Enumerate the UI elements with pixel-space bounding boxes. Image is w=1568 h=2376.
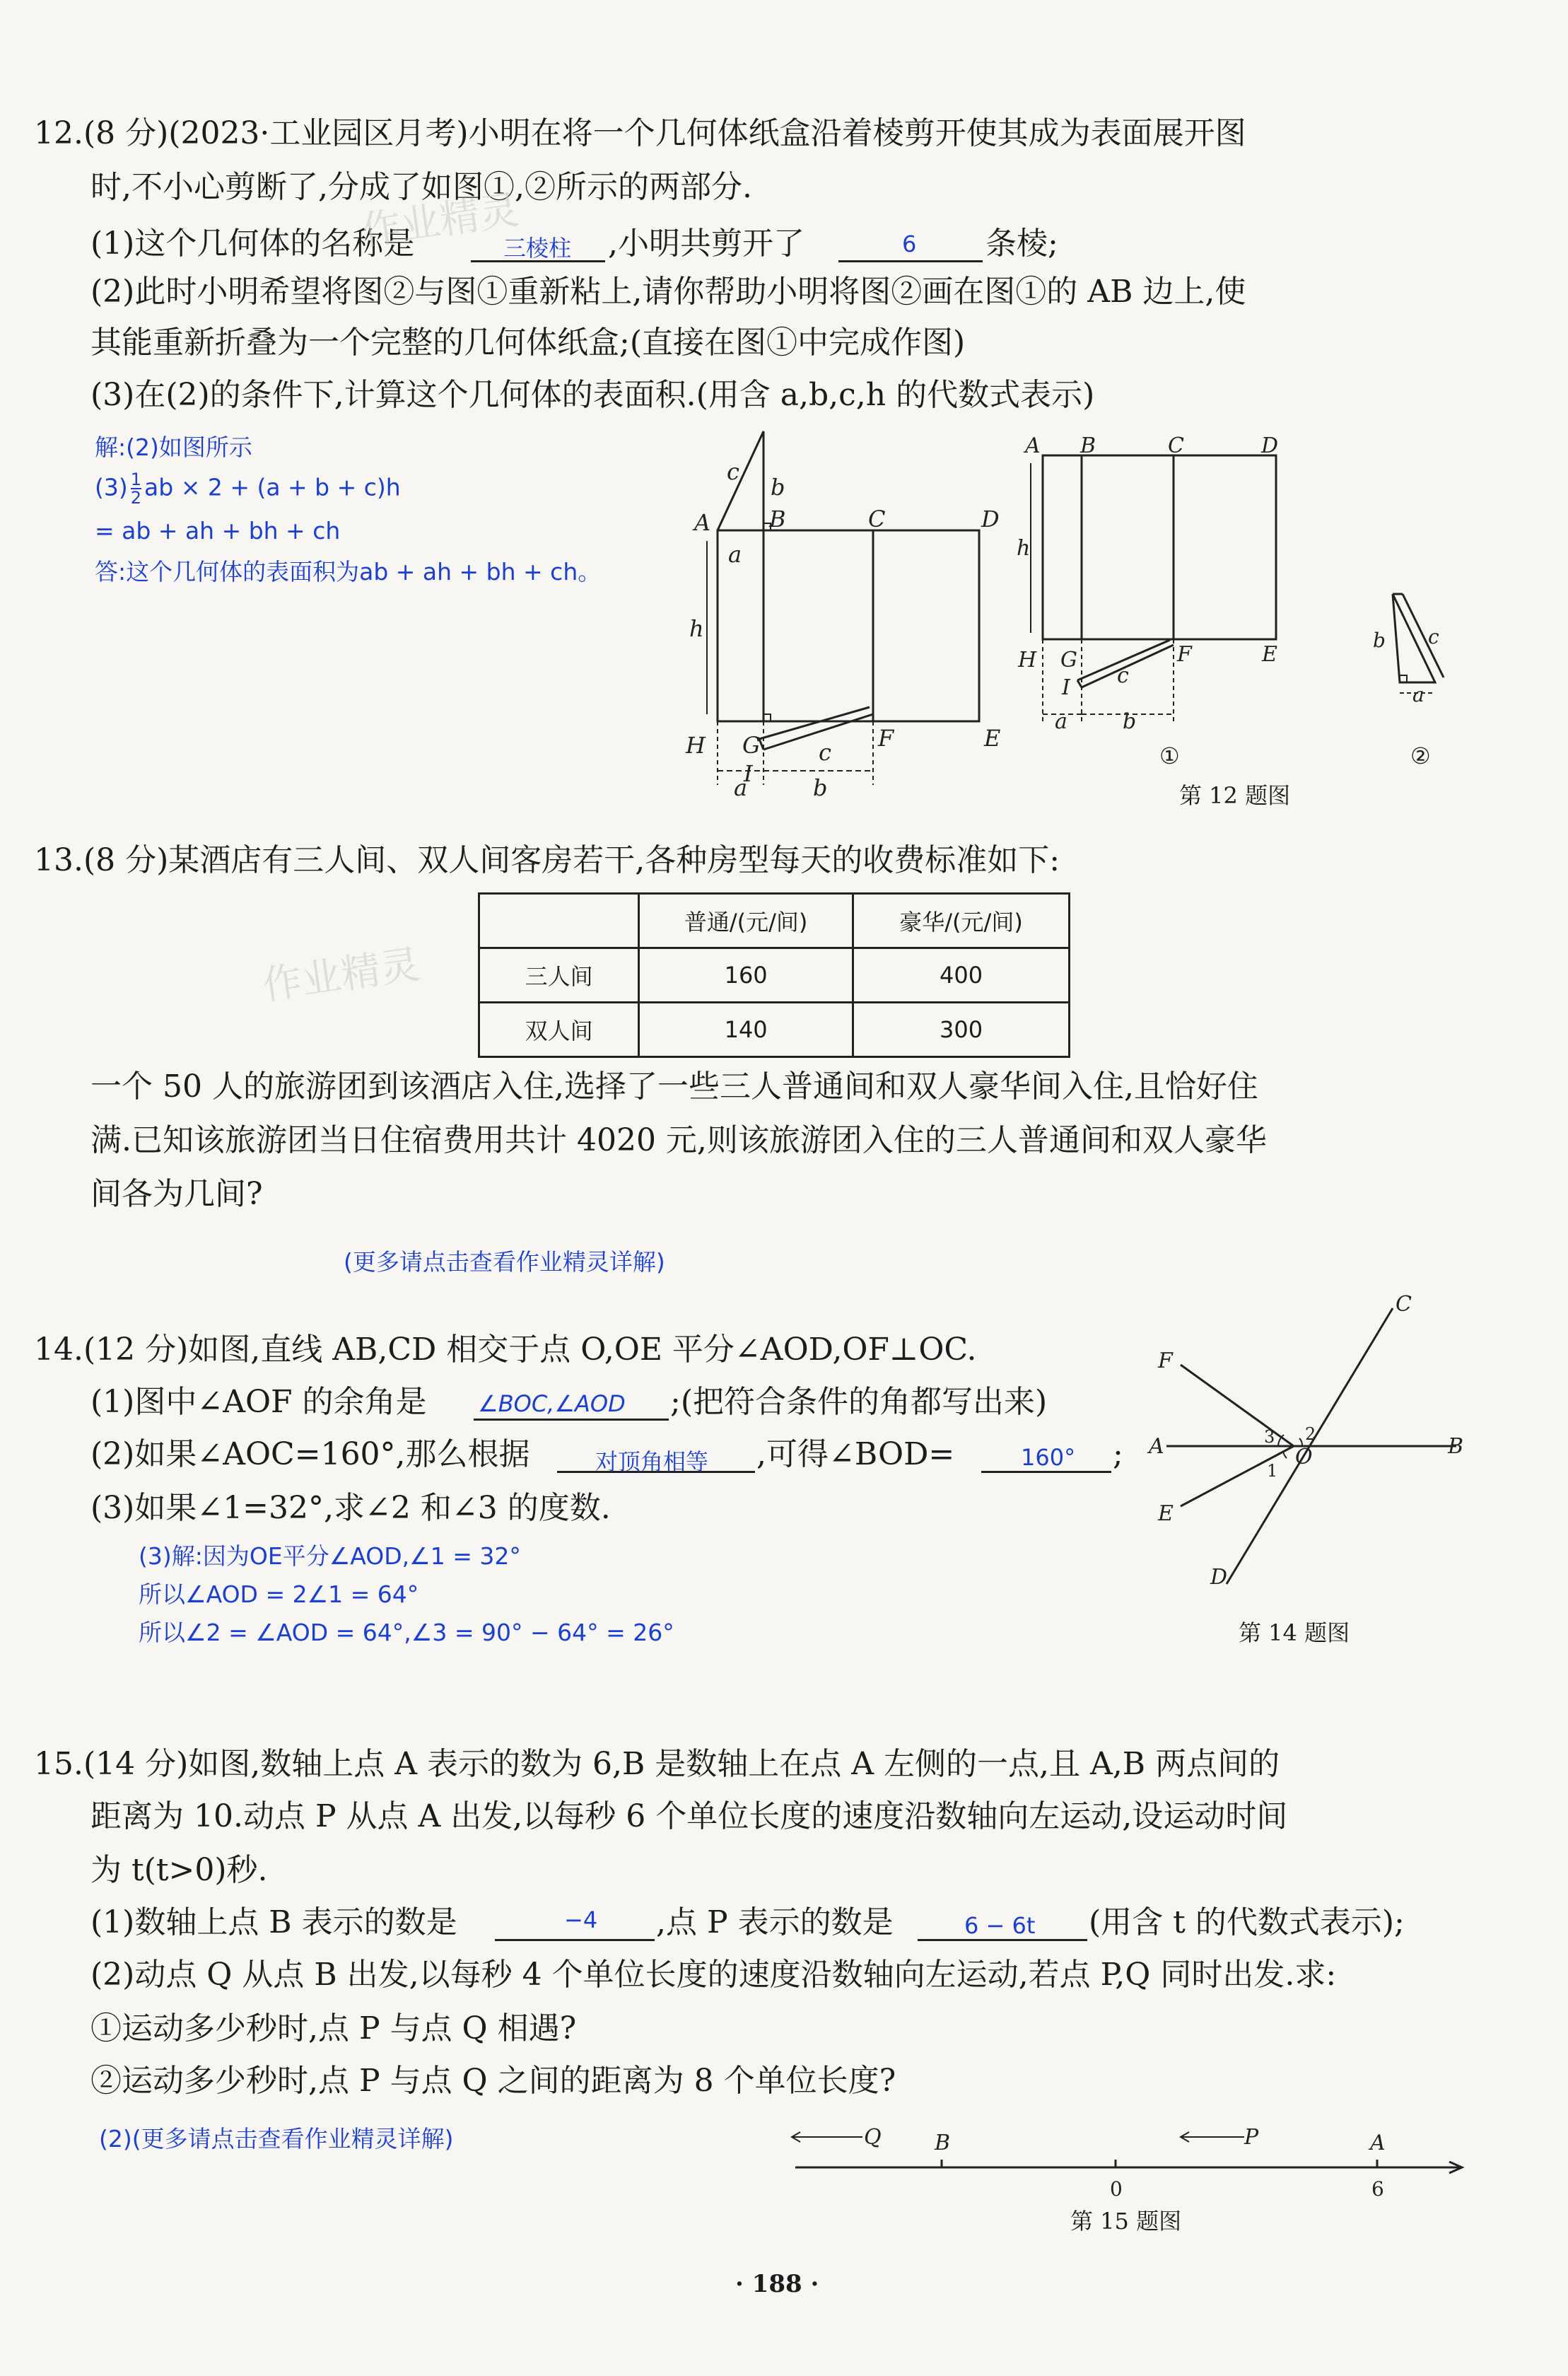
- fig1-label-D: D: [1261, 433, 1279, 458]
- fig1-label-C: C: [1168, 433, 1184, 458]
- table-cell: 三人间: [479, 948, 639, 1003]
- fig1-label-E: E: [1262, 642, 1277, 667]
- fig1-label-I: I: [1062, 675, 1070, 700]
- q14-solution-3: 所以∠2 = ∠AOD = 64°,∠3 = 90° − 64° = 26°: [139, 1619, 674, 1646]
- fig14-label-A: A: [1149, 1434, 1164, 1459]
- fig2-label-a: a: [1412, 683, 1424, 706]
- q12-net-figure-large: [686, 431, 1046, 801]
- label-c-side: c: [727, 458, 739, 485]
- q15-answer-2: 6 − 6t: [964, 1912, 1036, 1939]
- q13-line1: 13.(8 分)某酒店有三人间、双人间客房若干,各种房型每天的收费标准如下:: [34, 842, 1060, 878]
- fig15-tick-0: 0: [1110, 2177, 1123, 2201]
- q14-part2-a: (2)如果∠AOC=160°,那么根据: [90, 1436, 530, 1472]
- q14-solution-1: (3)解:因为OE平分∠AOD,∠1 = 32°: [139, 1542, 521, 1570]
- fig1-label-G: G: [1060, 648, 1077, 672]
- q14-answer-3: 160°: [1021, 1444, 1076, 1471]
- q15-more-link[interactable]: (2)(更多请点击查看作业精灵详解): [99, 2125, 454, 2153]
- fig14-label-O: O: [1295, 1445, 1313, 1469]
- fig1-label-B: B: [1080, 433, 1096, 458]
- q14-part3: (3)如果∠1=32°,求∠2 和∠3 的度数.: [90, 1490, 611, 1526]
- q12-part3: (3)在(2)的条件下,计算这个几何体的表面积.(用含 a,b,c,h 的代数式表示): [90, 377, 1095, 413]
- q15-blank-2: [918, 1939, 1087, 1941]
- table-header-cell: 豪华/(元/间): [853, 894, 1070, 948]
- table-row: [479, 948, 1070, 1003]
- q13-body-1: 一个 50 人的旅游团到该酒店入住,选择了一些三人普通间和双人豪华间入住,且恰好住: [90, 1068, 1258, 1105]
- q15-line1: 15.(14 分)如图,数轴上点 A 表示的数为 6,B 是数轴上在点 A 左侧的一点,且 A,B 两点间的: [34, 1746, 1280, 1782]
- q15-answer-1: −4: [564, 1906, 598, 1933]
- q14-caption: 第 14 题图: [1239, 1619, 1350, 1646]
- q14-part1-a: (1)图中∠AOF 的余角是: [90, 1384, 427, 1420]
- q15-blank-1: [495, 1939, 655, 1941]
- q14-line1: 14.(12 分)如图,直线 AB,CD 相交于点 O,OE 平分∠AOD,OF⊥OC.: [34, 1332, 977, 1368]
- q14-part2-b: ,可得∠BOD=: [756, 1436, 955, 1472]
- fig1-number: ①: [1159, 742, 1180, 769]
- table-cell: 双人间: [479, 1003, 639, 1057]
- page-number: · 188 ·: [735, 2270, 819, 2298]
- table-header-row: [479, 894, 1070, 948]
- fig14-label-D: D: [1210, 1565, 1228, 1590]
- q12-answer-edges: 6: [902, 231, 917, 257]
- q15-caption: 第 15 题图: [1070, 2208, 1182, 2235]
- q14-angle-figure: [1145, 1294, 1478, 1591]
- q14-part1-b: ;(把符合条件的角都写出来): [670, 1384, 1048, 1420]
- q12-line2: 时,不小心剪断了,分成了如图①,②所示的两部分.: [90, 169, 752, 205]
- fig15-label-Q: Q: [864, 2125, 882, 2150]
- fig2-label-c: c: [1428, 625, 1439, 648]
- fig15-label-P: P: [1244, 2125, 1259, 2150]
- label-c-bottom: c: [819, 739, 831, 766]
- fig2-label-b: b: [1373, 629, 1386, 652]
- label-b-side: b: [771, 474, 785, 501]
- watermark-text: 作业精灵: [259, 941, 423, 1010]
- q15-part2-a: ①运动多少秒时,点 P 与点 Q 相遇?: [90, 2010, 577, 2046]
- fig1-label-A: A: [1025, 433, 1041, 458]
- q12-part2-line1: (2)此时小明希望将图②与图①重新粘上,请你帮助小明将图②画在图①的 AB 边上,使: [90, 274, 1246, 310]
- q14-part2-c: ;: [1113, 1436, 1123, 1472]
- q12-part1-b: ,小明共剪开了: [608, 226, 805, 262]
- q13-body-2: 满.已知该旅游团当日住宿费用共计 4020 元,则该旅游团入住的三人普通间和双人豪华: [90, 1122, 1267, 1158]
- q12-solution-3: = ab + ah + bh + ch: [95, 517, 341, 544]
- table-row: [479, 1003, 1070, 1057]
- label-I: I: [744, 760, 753, 787]
- table-cell: 300: [853, 1003, 1070, 1057]
- q15-part2-b: ②运动多少秒时,点 P 与点 Q 之间的距离为 8 个单位长度?: [90, 2063, 896, 2099]
- table-header-cell: 普通/(元/间): [639, 894, 853, 948]
- label-a-bottom: a: [734, 774, 748, 801]
- q12-answer-name: 三棱柱: [503, 235, 572, 262]
- table-header-cell: [479, 894, 639, 948]
- q12-part2-line2: 其能重新折叠为一个完整的几何体纸盒;(直接在图①中完成作图): [90, 325, 966, 361]
- label-b-bottom: b: [813, 774, 828, 801]
- q14-answer-1: ∠BOC,∠AOD: [478, 1390, 626, 1417]
- q14-answer-2: 对顶角相等: [595, 1448, 709, 1475]
- q12-net-figure-1: [1017, 431, 1287, 771]
- q14-blank-1: [474, 1419, 669, 1421]
- q14-solution-2: 所以∠AOD = 2∠1 = 64°: [139, 1580, 419, 1608]
- table-cell: 160: [639, 948, 853, 1003]
- label-A: A: [694, 509, 711, 536]
- label-C: C: [868, 506, 886, 532]
- q14-blank-3: [981, 1471, 1111, 1473]
- fig15-label-B: B: [935, 2131, 951, 2155]
- fig1-label-h: h: [1017, 536, 1031, 561]
- q13-price-table: [478, 892, 1070, 1058]
- q12-part1-c: 条棱;: [985, 226, 1058, 262]
- fig14-label-E: E: [1158, 1501, 1174, 1526]
- q12-line1: 12.(8 分)(2023·工业园区月考)小明在将一个几何体纸盒沿着棱剪开使其成为表面展开图: [34, 115, 1246, 151]
- label-H: H: [686, 732, 706, 759]
- fig14-label-F: F: [1158, 1349, 1173, 1373]
- fig1-label-b: b: [1123, 709, 1137, 734]
- label-E: E: [984, 725, 1001, 752]
- q15-part1-a: (1)数轴上点 B 表示的数是: [90, 1904, 457, 1940]
- q15-line2: 距离为 10.动点 P 从点 A 出发,以每秒 6 个单位长度的速度沿数轴向左运动,设运动时间: [90, 1798, 1288, 1834]
- q15-part1-b: ,点 P 表示的数是: [656, 1904, 894, 1940]
- label-B: B: [769, 506, 786, 532]
- q12-blank-edges: [838, 260, 983, 262]
- fig2-number: ②: [1410, 742, 1431, 769]
- fig1-label-a: a: [1055, 709, 1067, 734]
- fig14-angle-1: 1: [1267, 1461, 1278, 1481]
- watermark-text: 作业精灵: [358, 187, 522, 255]
- fig1-label-c: c: [1117, 663, 1129, 688]
- fig14-angle-2: 2: [1305, 1424, 1316, 1444]
- fig15-tick-6: 6: [1371, 2177, 1384, 2201]
- q12-part1-a: (1)这个几何体的名称是: [90, 226, 415, 262]
- label-D: D: [981, 506, 1000, 532]
- fig1-label-H: H: [1018, 648, 1037, 672]
- q15-part1-c: (用含 t 的代数式表示);: [1089, 1904, 1405, 1940]
- q12-solution-2: (3) $\frac{1}{2}$ ab × 2 + (a + b + c)h: [95, 470, 401, 508]
- q12-solution-1: 解:(2)如图所示: [95, 433, 252, 461]
- q12-caption: 第 12 题图: [1179, 782, 1291, 809]
- fig1-label-F: F: [1177, 642, 1192, 667]
- table-cell: 140: [639, 1003, 853, 1057]
- q15-number-line: [785, 2107, 1478, 2213]
- fig15-label-A: A: [1370, 2131, 1386, 2155]
- label-F: F: [878, 725, 894, 752]
- q12-net-figure-2: [1373, 587, 1463, 785]
- label-h: h: [689, 615, 704, 642]
- q12-solution-4: 答:这个几何体的表面积为ab + ah + bh + ch。: [95, 558, 602, 586]
- q13-body-3: 间各为几间?: [90, 1176, 263, 1212]
- fig14-label-C: C: [1396, 1292, 1412, 1317]
- q15-part2: (2)动点 Q 从点 B 出发,以每秒 4 个单位长度的速度沿数轴向左运动,若点 P,Q 同时出发.求:: [90, 1957, 1337, 1993]
- label-a-top: a: [728, 541, 742, 568]
- q13-more-link[interactable]: (更多请点击查看作业精灵详解): [344, 1248, 665, 1276]
- fig14-label-B: B: [1448, 1434, 1464, 1459]
- fig14-angle-3: 3: [1264, 1427, 1275, 1447]
- label-G: G: [742, 732, 761, 759]
- q15-line3: 为 t(t>0)秒.: [90, 1852, 268, 1888]
- table-cell: 400: [853, 948, 1070, 1003]
